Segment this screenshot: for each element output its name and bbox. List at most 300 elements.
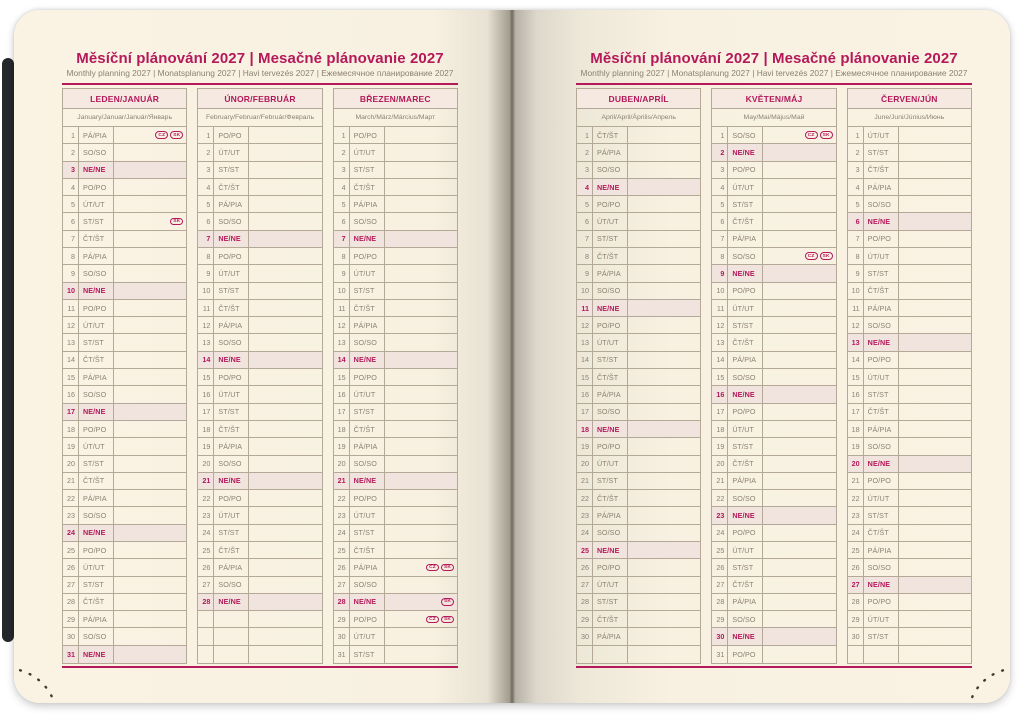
weekday-abbr: NE/NE	[728, 144, 763, 160]
weekday-abbr: ST/ST	[593, 473, 628, 489]
notebook-cover-edge	[2, 58, 14, 642]
day-row	[334, 300, 457, 317]
notes-cell	[899, 611, 971, 627]
day-row	[63, 334, 186, 351]
day-row	[63, 386, 186, 403]
day-row	[63, 369, 186, 386]
day-row	[63, 559, 186, 576]
day-row	[198, 559, 321, 576]
weekday-abbr: ÚT/UT	[350, 386, 385, 402]
weekday-abbr: PÁ/PIA	[79, 248, 114, 264]
day-row	[577, 352, 700, 369]
day-row	[63, 144, 186, 161]
month-header: DUBEN/APRÍL	[577, 89, 700, 109]
day-row	[334, 456, 457, 473]
day-row	[848, 473, 971, 490]
day-number: 5	[63, 196, 79, 212]
page-subtitle: Monthly planning 2027 | Monatsplanung 2027 | Havi tervezés 2027 | Ежемесячное планирование 2027	[66, 68, 454, 78]
weekday-abbr: PÁ/PIA	[864, 300, 899, 316]
day-number: 10	[712, 283, 728, 299]
notes-cell	[628, 213, 700, 229]
day-row	[198, 196, 321, 213]
weekday-abbr: PÁ/PIA	[728, 352, 763, 368]
weekday-abbr	[864, 646, 899, 663]
weekday-abbr: NE/NE	[593, 421, 628, 437]
day-number: 2	[334, 144, 350, 160]
day-number: 20	[198, 456, 214, 472]
day-row	[848, 438, 971, 455]
weekday-abbr: NE/NE	[728, 386, 763, 402]
day-number: 5	[577, 196, 593, 212]
day-row	[577, 404, 700, 421]
day-number: 14	[848, 352, 864, 368]
month-day-grid	[63, 127, 186, 663]
weekday-abbr: ČT/ŠT	[728, 456, 763, 472]
day-number: 16	[577, 386, 593, 402]
day-number: 29	[577, 611, 593, 627]
notes-cell	[249, 404, 321, 420]
notes-cell	[763, 404, 835, 420]
notes-cell	[628, 196, 700, 212]
day-row	[334, 628, 457, 645]
notes-cell	[763, 334, 835, 350]
day-number: 16	[334, 386, 350, 402]
day-row	[848, 231, 971, 248]
day-number: 29	[712, 611, 728, 627]
month-table-march	[333, 88, 458, 664]
day-number: 13	[712, 334, 728, 350]
weekday-abbr: ÚT/UT	[350, 628, 385, 644]
notes-cell	[249, 628, 321, 644]
day-number: 18	[848, 421, 864, 437]
day-row	[63, 646, 186, 663]
day-row	[198, 352, 321, 369]
notes-cell	[899, 162, 971, 178]
sk-holiday-badge-icon: SK	[820, 131, 833, 139]
weekday-abbr: SO/SO	[593, 525, 628, 541]
day-number: 1	[334, 127, 350, 143]
day-row	[334, 611, 457, 628]
day-row	[712, 542, 835, 559]
day-row	[63, 404, 186, 421]
day-row	[334, 559, 457, 576]
notes-cell	[249, 369, 321, 385]
day-number: 26	[334, 559, 350, 575]
weekday-abbr: SO/SO	[728, 127, 763, 143]
empty-day-row	[198, 611, 321, 628]
day-number: 27	[848, 577, 864, 593]
month-table-february	[197, 88, 322, 664]
day-row	[198, 300, 321, 317]
day-number: 13	[848, 334, 864, 350]
day-row	[577, 438, 700, 455]
weekday-abbr: NE/NE	[350, 473, 385, 489]
notes-cell	[628, 179, 700, 195]
notes-cell	[763, 317, 835, 333]
day-row	[63, 628, 186, 645]
day-row	[198, 507, 321, 524]
day-number: 4	[577, 179, 593, 195]
notes-cell	[385, 646, 457, 663]
day-number: 19	[577, 438, 593, 454]
notes-cell	[114, 265, 186, 281]
weekday-abbr: NE/NE	[79, 525, 114, 541]
day-row	[334, 248, 457, 265]
day-row	[198, 594, 321, 611]
weekday-abbr: ČT/ŠT	[864, 283, 899, 299]
weekday-abbr: PO/PO	[350, 490, 385, 506]
day-row	[577, 300, 700, 317]
notes-cell	[899, 352, 971, 368]
notes-cell	[249, 196, 321, 212]
day-row	[63, 231, 186, 248]
notes-cell	[628, 525, 700, 541]
months-row-left	[62, 88, 458, 664]
day-number: 30	[848, 628, 864, 644]
day-number: 14	[712, 352, 728, 368]
weekday-abbr: NE/NE	[214, 352, 249, 368]
day-number: 23	[712, 507, 728, 523]
weekday-abbr	[214, 646, 249, 663]
weekday-abbr: PÁ/PIA	[728, 473, 763, 489]
weekday-abbr: PO/PO	[864, 352, 899, 368]
day-number: 18	[577, 421, 593, 437]
day-row	[63, 594, 186, 611]
notes-cell	[114, 456, 186, 472]
day-row	[63, 542, 186, 559]
day-number: 5	[712, 196, 728, 212]
notes-cell	[249, 646, 321, 663]
day-row	[848, 577, 971, 594]
notes-cell	[385, 179, 457, 195]
day-row	[577, 144, 700, 161]
day-number: 20	[334, 456, 350, 472]
day-row	[198, 542, 321, 559]
notes-cell	[385, 525, 457, 541]
notes-cell	[385, 334, 457, 350]
day-number: 4	[198, 179, 214, 195]
day-row	[577, 231, 700, 248]
weekday-abbr: NE/NE	[864, 334, 899, 350]
day-row	[712, 628, 835, 645]
weekday-abbr: ST/ST	[593, 594, 628, 610]
day-row	[577, 334, 700, 351]
day-number: 7	[198, 231, 214, 247]
weekday-abbr: PO/PO	[350, 369, 385, 385]
weekday-abbr: SO/SO	[864, 438, 899, 454]
notes-cell	[899, 628, 971, 644]
day-row	[712, 438, 835, 455]
day-row	[198, 213, 321, 230]
weekday-abbr: SO/SO	[350, 334, 385, 350]
weekday-abbr: ČT/ŠT	[79, 231, 114, 247]
weekday-abbr: PO/PO	[864, 594, 899, 610]
notes-cell	[385, 594, 457, 610]
notes-cell	[899, 438, 971, 454]
weekday-abbr: ÚT/UT	[593, 456, 628, 472]
day-number: 13	[198, 334, 214, 350]
day-row	[334, 283, 457, 300]
page-title: Měsíční plánování 2027 | Mesačné plánovanie 2027	[590, 50, 958, 67]
weekday-abbr: SO/SO	[728, 369, 763, 385]
day-number: 24	[577, 525, 593, 541]
notes-cell	[763, 231, 835, 247]
weekday-abbr: PÁ/PIA	[350, 438, 385, 454]
day-number: 18	[63, 421, 79, 437]
notes-cell	[114, 473, 186, 489]
notes-cell	[899, 473, 971, 489]
day-row	[63, 438, 186, 455]
notes-cell	[385, 507, 457, 523]
sk-holiday-badge-icon: SK	[170, 218, 183, 226]
footer-rule	[62, 666, 458, 668]
weekday-abbr: SO/SO	[214, 334, 249, 350]
day-row	[712, 577, 835, 594]
weekday-abbr: PO/PO	[728, 283, 763, 299]
day-number: 26	[848, 559, 864, 575]
notes-cell	[628, 283, 700, 299]
day-row	[198, 404, 321, 421]
weekday-abbr: ST/ST	[79, 334, 114, 350]
notes-cell	[763, 611, 835, 627]
day-number: 19	[63, 438, 79, 454]
day-number: 26	[63, 559, 79, 575]
notes-cell	[899, 646, 971, 663]
weekday-abbr: ÚT/UT	[728, 300, 763, 316]
day-number: 8	[712, 248, 728, 264]
day-row	[334, 525, 457, 542]
notes-cell	[763, 127, 835, 143]
day-row	[63, 473, 186, 490]
weekday-abbr: PÁ/PIA	[864, 421, 899, 437]
notes-cell	[385, 490, 457, 506]
day-number: 1	[577, 127, 593, 143]
day-row	[848, 317, 971, 334]
weekday-abbr: NE/NE	[79, 404, 114, 420]
weekday-abbr: NE/NE	[864, 577, 899, 593]
weekday-abbr: PÁ/PIA	[593, 628, 628, 644]
weekday-abbr: PO/PO	[214, 369, 249, 385]
day-row	[577, 179, 700, 196]
month-subheader: May/Mai/Május/Май	[712, 109, 835, 127]
notes-cell	[385, 213, 457, 229]
day-number: 25	[198, 542, 214, 558]
day-number: 24	[712, 525, 728, 541]
weekday-abbr: ČT/ŠT	[593, 127, 628, 143]
day-row	[334, 473, 457, 490]
weekday-abbr: ST/ST	[350, 283, 385, 299]
day-row	[848, 265, 971, 282]
weekday-abbr: PÁ/PIA	[214, 438, 249, 454]
weekday-abbr: ST/ST	[864, 386, 899, 402]
day-number: 21	[577, 473, 593, 489]
month-header: ČERVEN/JÚN	[848, 89, 971, 109]
day-number: 8	[334, 248, 350, 264]
weekday-abbr: ČT/ŠT	[864, 404, 899, 420]
day-row	[334, 438, 457, 455]
month-header: ÚNOR/FEBRUÁR	[198, 89, 321, 109]
day-number: 12	[577, 317, 593, 333]
weekday-abbr: ÚT/UT	[728, 179, 763, 195]
day-number: 7	[63, 231, 79, 247]
weekday-abbr: NE/NE	[728, 628, 763, 644]
day-number: 16	[198, 386, 214, 402]
month-header: BŘEZEN/MAREC	[334, 89, 457, 109]
footer-rule	[576, 666, 972, 668]
day-number: 16	[63, 386, 79, 402]
notes-cell	[899, 594, 971, 610]
weekday-abbr: ČT/ŠT	[214, 300, 249, 316]
notes-cell	[114, 507, 186, 523]
day-number: 8	[198, 248, 214, 264]
day-number: 23	[63, 507, 79, 523]
notes-cell	[899, 386, 971, 402]
weekday-abbr: ÚT/UT	[864, 611, 899, 627]
notes-cell	[899, 490, 971, 506]
notes-cell	[385, 542, 457, 558]
day-number: 28	[577, 594, 593, 610]
day-row	[577, 577, 700, 594]
month-subheader: March/März/Március/Март	[334, 109, 457, 127]
day-row	[577, 611, 700, 628]
day-number: 26	[198, 559, 214, 575]
day-number: 26	[712, 559, 728, 575]
day-row	[712, 386, 835, 403]
day-number: 27	[63, 577, 79, 593]
day-row	[848, 386, 971, 403]
day-row	[63, 213, 186, 230]
day-row	[63, 283, 186, 300]
notes-cell	[628, 300, 700, 316]
day-row	[63, 352, 186, 369]
day-row	[848, 404, 971, 421]
day-row	[577, 369, 700, 386]
weekday-abbr: ST/ST	[214, 162, 249, 178]
notes-cell	[385, 317, 457, 333]
day-row	[577, 213, 700, 230]
notes-cell	[385, 369, 457, 385]
day-number: 18	[712, 421, 728, 437]
weekday-abbr: ČT/ŠT	[593, 490, 628, 506]
day-row	[63, 421, 186, 438]
weekday-abbr: ST/ST	[864, 265, 899, 281]
day-row	[712, 196, 835, 213]
notes-cell	[385, 628, 457, 644]
notes-cell	[763, 248, 835, 264]
notes-cell	[628, 628, 700, 644]
weekday-abbr: NE/NE	[214, 594, 249, 610]
open-planner-spread	[14, 10, 1010, 703]
notes-cell	[114, 628, 186, 644]
weekday-abbr: NE/NE	[864, 456, 899, 472]
notes-cell	[628, 646, 700, 663]
weekday-abbr: PO/PO	[593, 438, 628, 454]
day-row	[712, 144, 835, 161]
day-number: 9	[63, 265, 79, 281]
weekday-abbr: ST/ST	[593, 352, 628, 368]
month-day-grid	[577, 127, 700, 663]
weekday-abbr: ČT/ŠT	[350, 421, 385, 437]
weekday-abbr: NE/NE	[350, 231, 385, 247]
weekday-abbr: PÁ/PIA	[864, 179, 899, 195]
day-row	[63, 611, 186, 628]
weekday-abbr: ČT/ŠT	[593, 369, 628, 385]
weekday-abbr: ST/ST	[864, 144, 899, 160]
day-number: 21	[334, 473, 350, 489]
month-table-april	[576, 88, 701, 664]
weekday-abbr: ST/ST	[214, 525, 249, 541]
day-row	[848, 196, 971, 213]
weekday-abbr: PÁ/PIA	[79, 490, 114, 506]
day-number: 14	[577, 352, 593, 368]
notes-cell	[628, 456, 700, 472]
weekday-abbr: ST/ST	[350, 646, 385, 663]
month-day-grid	[198, 127, 321, 663]
weekday-abbr: ST/ST	[214, 404, 249, 420]
notes-cell	[249, 300, 321, 316]
notes-cell	[114, 248, 186, 264]
notes-cell	[899, 577, 971, 593]
weekday-abbr: ČT/ŠT	[214, 179, 249, 195]
notes-cell	[114, 577, 186, 593]
day-number: 17	[63, 404, 79, 420]
notes-cell	[385, 231, 457, 247]
notes-cell	[628, 265, 700, 281]
notes-cell	[628, 369, 700, 385]
day-row	[848, 611, 971, 628]
day-row	[577, 628, 700, 645]
day-row	[712, 265, 835, 282]
day-row	[848, 369, 971, 386]
weekday-abbr: ÚT/UT	[214, 265, 249, 281]
day-row	[712, 317, 835, 334]
day-row	[577, 248, 700, 265]
notes-cell	[385, 300, 457, 316]
day-number: 10	[63, 283, 79, 299]
day-number: 20	[712, 456, 728, 472]
day-number: 27	[334, 577, 350, 593]
day-number: 22	[198, 490, 214, 506]
weekday-abbr: ČT/ŠT	[864, 525, 899, 541]
day-number: 27	[712, 577, 728, 593]
weekday-abbr: ÚT/UT	[593, 213, 628, 229]
day-row	[577, 473, 700, 490]
notes-cell	[114, 231, 186, 247]
day-row	[198, 473, 321, 490]
day-number: 17	[848, 404, 864, 420]
day-number: 7	[712, 231, 728, 247]
notes-cell	[763, 490, 835, 506]
month-subheader: April/April/Április/Апрель	[577, 109, 700, 127]
weekday-abbr: ÚT/UT	[864, 127, 899, 143]
day-row	[198, 369, 321, 386]
day-number: 23	[848, 507, 864, 523]
day-row	[848, 162, 971, 179]
notes-cell	[899, 507, 971, 523]
empty-day-row	[198, 628, 321, 645]
day-number: 31	[712, 646, 728, 663]
weekday-abbr: ČT/ŠT	[79, 352, 114, 368]
day-row	[334, 317, 457, 334]
notes-cell	[249, 611, 321, 627]
day-number: 23	[198, 507, 214, 523]
notes-cell	[114, 525, 186, 541]
weekday-abbr: SO/SO	[593, 162, 628, 178]
day-row	[198, 248, 321, 265]
notes-cell	[385, 421, 457, 437]
weekday-abbr: PÁ/PIA	[593, 386, 628, 402]
day-row	[198, 577, 321, 594]
